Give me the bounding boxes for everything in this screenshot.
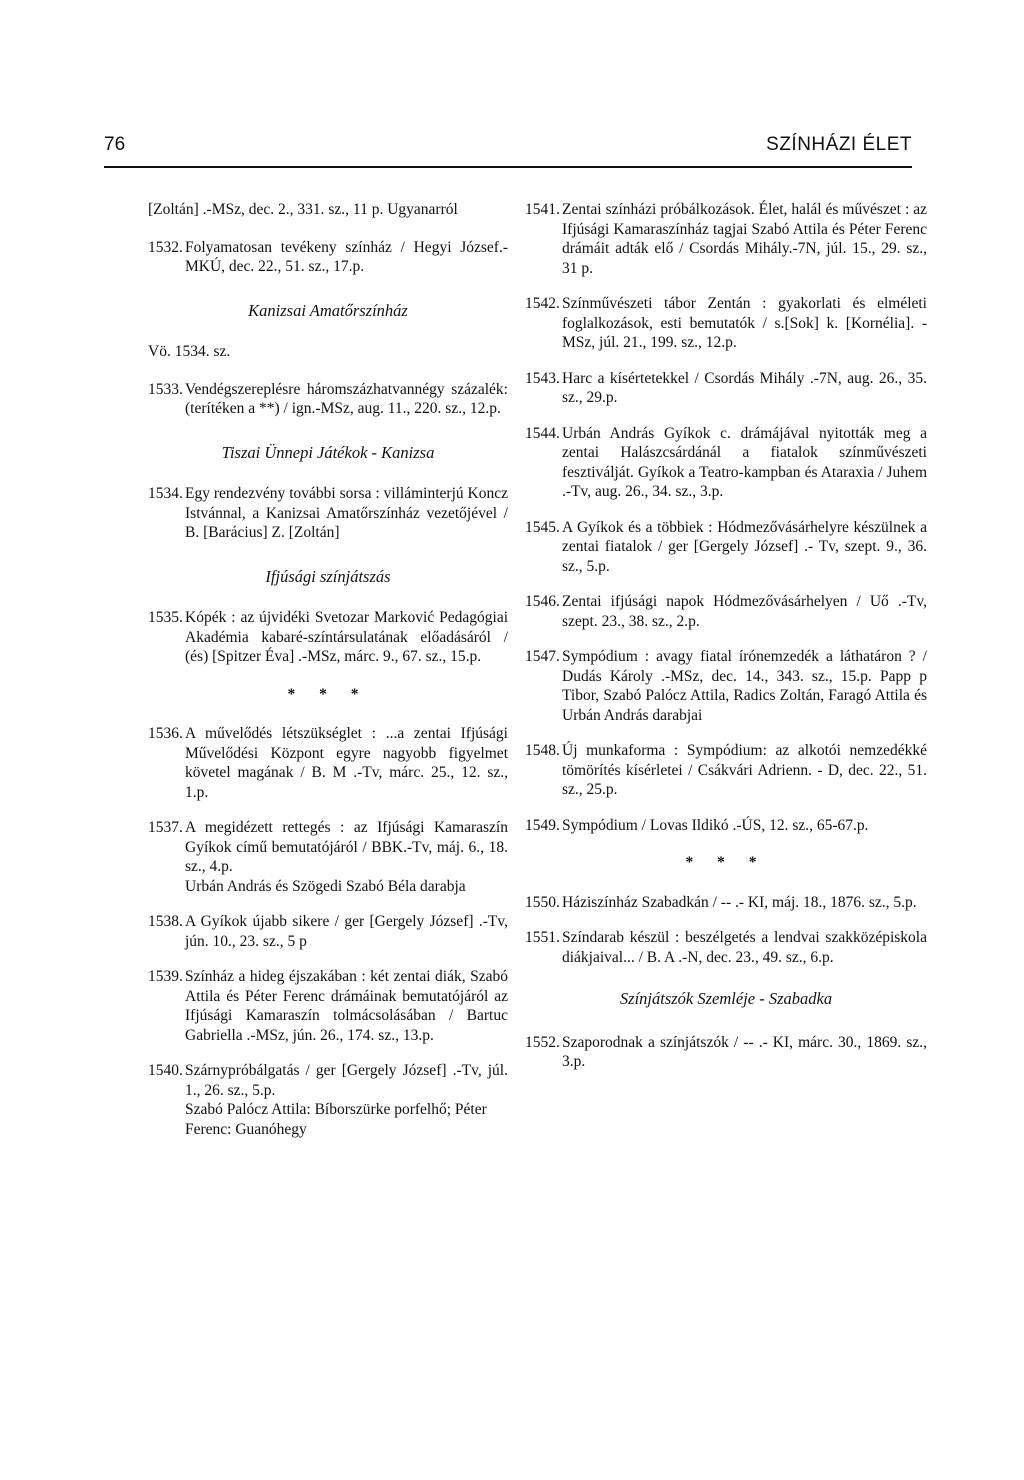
entry-number: 1541. xyxy=(525,201,560,218)
entry-1533 xyxy=(148,380,508,419)
entry-note: Urbán András és Szögedi Szabó Béla darabja xyxy=(185,877,466,895)
entry-text: Színdarab készül : beszélgetés a lendvai szakközépiskola diákjaival... / B. A .-N, dec. 23., 49. sz., 6.p. xyxy=(562,929,927,966)
header-rule xyxy=(104,166,912,168)
continuation-text: [Zoltán] .-MSz, dec. 2., 331. sz., 11 p. Ugyanarról xyxy=(148,201,458,218)
entry-1539 xyxy=(148,967,508,1045)
entry-1550 xyxy=(525,893,927,913)
entry-1546 xyxy=(525,592,927,631)
entry-1547 xyxy=(525,647,927,725)
entry-text: A megidézett rettegés : az Ifjúsági Kamaraszín Gyíkok című bemutatójáról / BBK.-Tv, máj. 6., 18. sz., 4.p. xyxy=(185,819,508,875)
entry-text: Sympódium : avagy fiatal írónemzedék a láthatáron ? / Dudás Károly .-MSz, dec. 14., 343. sz., 15.p. Papp p Tibor, Szabó Palócz Attila, Radics Zoltán, Faragó Attila és Urbán András darabjai xyxy=(562,648,927,724)
entry-number: 1545. xyxy=(525,518,560,536)
section-heading-kanizsai: Kanizsai Amatőrszínház xyxy=(248,300,408,320)
entry-1543 xyxy=(525,369,927,408)
section-separator: * * * xyxy=(287,685,369,703)
entry-1541 xyxy=(525,200,927,278)
entry-1548 xyxy=(525,741,927,800)
entry-1536 xyxy=(148,724,508,802)
entry-text: Urbán András Gyíkok c. drámájával nyitották meg a zentai Halászcsárdánál a fiatalok színművészeti fesztiválját. Gyíkok a Teatro-kampban és Ataraxia / Juhem .-Tv, aug. 26., 34. sz., 3.p. xyxy=(562,424,927,500)
entry-1537 xyxy=(148,818,508,896)
entry-1549 xyxy=(525,816,927,836)
entry-number: 1539. xyxy=(148,968,183,985)
entry-text: A Gyíkok újabb sikere / ger [Gergely József] .-Tv, jún. 10., 23. sz., 5 p xyxy=(185,913,508,950)
entry-number: 1537. xyxy=(148,819,183,836)
cross-reference: Vö. 1534. sz. xyxy=(148,343,231,360)
entry-number: 1542. xyxy=(525,295,560,312)
entry-text: Zentai ifjúsági napok Hódmezővásárhelyen / Uő .-Tv, szept. 23., 38. sz., 2.p. xyxy=(562,593,927,630)
left-column xyxy=(148,200,508,1155)
entry-text: Színművészeti tábor Zentán : gyakorlati és elméleti foglalkozások, esti bemutatók / s.[Sok] k. [Kornélia]. - MSz, júl. 21., 199. sz., 12.p. xyxy=(562,295,927,351)
entry-1552 xyxy=(525,1033,927,1072)
entry-text: Színház a hideg éjszakában : két zentai diák, Szabó Attila és Péter Ferenc drámáinak bemutatójáról az Ifjúsági Kamaraszín tolmácsolásában / Bartuc Gabriella .-MSz, jún. 26., 174. sz., 13.p. xyxy=(185,968,508,1044)
right-column xyxy=(525,200,927,1088)
entry-1532 xyxy=(148,238,508,277)
section-heading-ifjusagi: Ifjúsági színjátszás xyxy=(265,566,391,586)
entry-text: Zentai színházi próbálkozások. Élet, halál és művészet : az Ifjúsági Kamaraszínház tagjai Szabó Attila és Péter Ferenc drámáit adták elő / Csordás Mihály.-7N, júl. 15., 29. sz., 31 p. xyxy=(562,201,927,277)
entry-number: 1543. xyxy=(525,369,560,387)
entry-1542 xyxy=(525,294,927,353)
entry-text: Szárnypróbálgatás / ger [Gergely József] .-Tv, júl. 1., 26. sz., 5.p. xyxy=(185,1062,508,1099)
entry-number: 1546. xyxy=(525,593,560,610)
section-separator: * * * xyxy=(685,854,767,871)
entry-text: Szaporodnak a színjátszók / -- .- KI, márc. 30., 1869. sz., 3.p. xyxy=(562,1033,927,1070)
entry-number: 1535. xyxy=(148,609,183,626)
entry-number: 1548. xyxy=(525,742,560,759)
section-heading-szabadka: Színjátszók Szemléje - Szabadka xyxy=(619,989,833,1008)
entry-note: Szabó Palócz Attila: Bíborszürke porfelhő; Péter Ferenc: Guanóhegy xyxy=(185,1101,487,1138)
entry-1544 xyxy=(525,424,927,502)
entry-1540 xyxy=(148,1061,508,1139)
entry-text: Sympódium / Lovas Ildikó .-ÚS, 12. sz., 65-67.p. xyxy=(562,816,869,834)
entry-number: 1532. xyxy=(148,238,183,256)
entry-text: Folyamatosan tevékeny színház / Hegyi József.-MKÚ, dec. 22., 51. sz., 17.p. xyxy=(185,238,508,275)
entry-1534 xyxy=(148,484,508,543)
entry-number: 1547. xyxy=(525,648,560,665)
entry-number: 1536. xyxy=(148,725,183,742)
entry-text: A művelődés létszükséglet : ...a zentai Ifjúsági Művelődési Központ egyre nagyobb figyelmet követel magának / B. M .-Tv, márc. 25., 12. sz., 1.p. xyxy=(185,725,508,801)
entry-1551 xyxy=(525,928,927,967)
page-header xyxy=(104,132,912,168)
entry-number: 1550. xyxy=(525,893,560,911)
entry-text: Háziszínház Szabadkán / -- .- KI, máj. 18., 1876. sz., 5.p. xyxy=(562,893,917,911)
entry-number: 1540. xyxy=(148,1062,183,1079)
entry-number: 1551. xyxy=(525,929,560,946)
entry-1535 xyxy=(148,608,508,667)
entry-text: Harc a kísértetekkel / Csordás Mihály .-7N, aug. 26., 35. sz., 29.p. xyxy=(562,369,927,406)
entry-number: 1538. xyxy=(148,913,183,930)
entry-1545 xyxy=(525,518,927,577)
entry-number: 1534. xyxy=(148,485,183,502)
entry-text: Vendégszereplésre háromszázhatvannégy százalék: (terítéken a **) / ign.-MSz, aug. 11., 220. sz., 12.p. xyxy=(185,380,508,417)
page-number: 76 xyxy=(104,134,126,155)
entry-text: Kópék : az újvidéki Svetozar Marković Pedagógiai Akadémia kabaré-színtársulatának előadásáról / (és) [Spitzer Éva] .-MSz, márc. 9., 67. sz., 15.p. xyxy=(185,609,508,665)
entry-text: Új munkaforma : Sympódium: az alkotói nemzedékké tömörítés kísérletei / Csákvári Adrienn. - D, dec. 22., 51. sz., 25.p. xyxy=(562,742,927,798)
entry-number: 1533. xyxy=(148,380,183,398)
entry-1538 xyxy=(148,912,508,951)
section-heading-tiszai: Tiszai Ünnepi Játékok - Kanizsa xyxy=(221,442,435,462)
running-title: SZÍNHÁZI ÉLET xyxy=(766,134,912,155)
entry-number: 1544. xyxy=(525,424,560,442)
entry-number: 1552. xyxy=(525,1033,560,1051)
entry-text: A Gyíkok és a többiek : Hódmezővásárhelyre készülnek a zentai fiatalok / ger [Gergely József] .- Tv, szept. 9., 36. sz., 5.p. xyxy=(562,518,927,575)
entry-text: Egy rendezvény további sorsa : villáminterjú Koncz Istvánnal, a Kanizsai Amatőrszínház vezetőjével / B. [Barácius] Z. [Zoltán] xyxy=(185,485,508,541)
entry-number: 1549. xyxy=(525,816,560,834)
